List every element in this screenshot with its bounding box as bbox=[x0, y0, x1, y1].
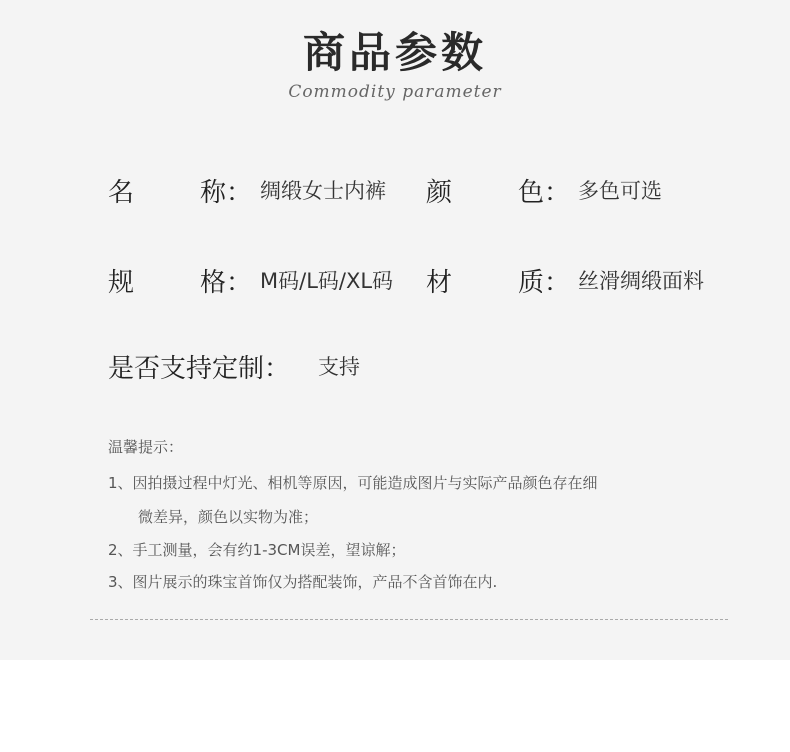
material-label-start: 材 bbox=[426, 268, 453, 298]
page-title: 商品参数 bbox=[302, 28, 487, 77]
custom-value: 支持 bbox=[318, 355, 360, 379]
custom-label: 是否支持定制： bbox=[108, 354, 291, 384]
tip-item-1-continued: 微差异，颜色以实物为准； bbox=[138, 508, 319, 526]
tips-title: 温馨提示： bbox=[108, 438, 184, 456]
color-label-end: 色： bbox=[518, 178, 571, 208]
page-subtitle: Commodity parameter bbox=[288, 82, 502, 102]
name-value: 绸缎女士内裤 bbox=[260, 179, 386, 203]
size-value: M码/L码/XL码 bbox=[260, 269, 394, 293]
material-label-end: 质： bbox=[518, 268, 571, 298]
tip-item-3: 3、图片展示的珠宝首饰仅为搭配装饰，产品不含首饰在内. bbox=[108, 573, 498, 591]
color-value: 多色可选 bbox=[578, 179, 662, 203]
size-label-start: 规 bbox=[108, 268, 135, 298]
tip-item-2: 2、手工测量，会有约1-3CM误差，望谅解； bbox=[108, 541, 406, 559]
tip-item-1: 1、因拍摄过程中灯光、相机等原因，可能造成图片与实际产品颜色存在细 bbox=[108, 474, 598, 492]
size-label-end: 格： bbox=[200, 268, 253, 298]
name-label-start: 名 bbox=[108, 178, 135, 208]
dashed-divider bbox=[90, 619, 728, 620]
name-label-end: 称： bbox=[200, 178, 253, 208]
material-value: 丝滑绸缎面料 bbox=[578, 269, 704, 293]
color-label-start: 颜 bbox=[426, 178, 453, 208]
